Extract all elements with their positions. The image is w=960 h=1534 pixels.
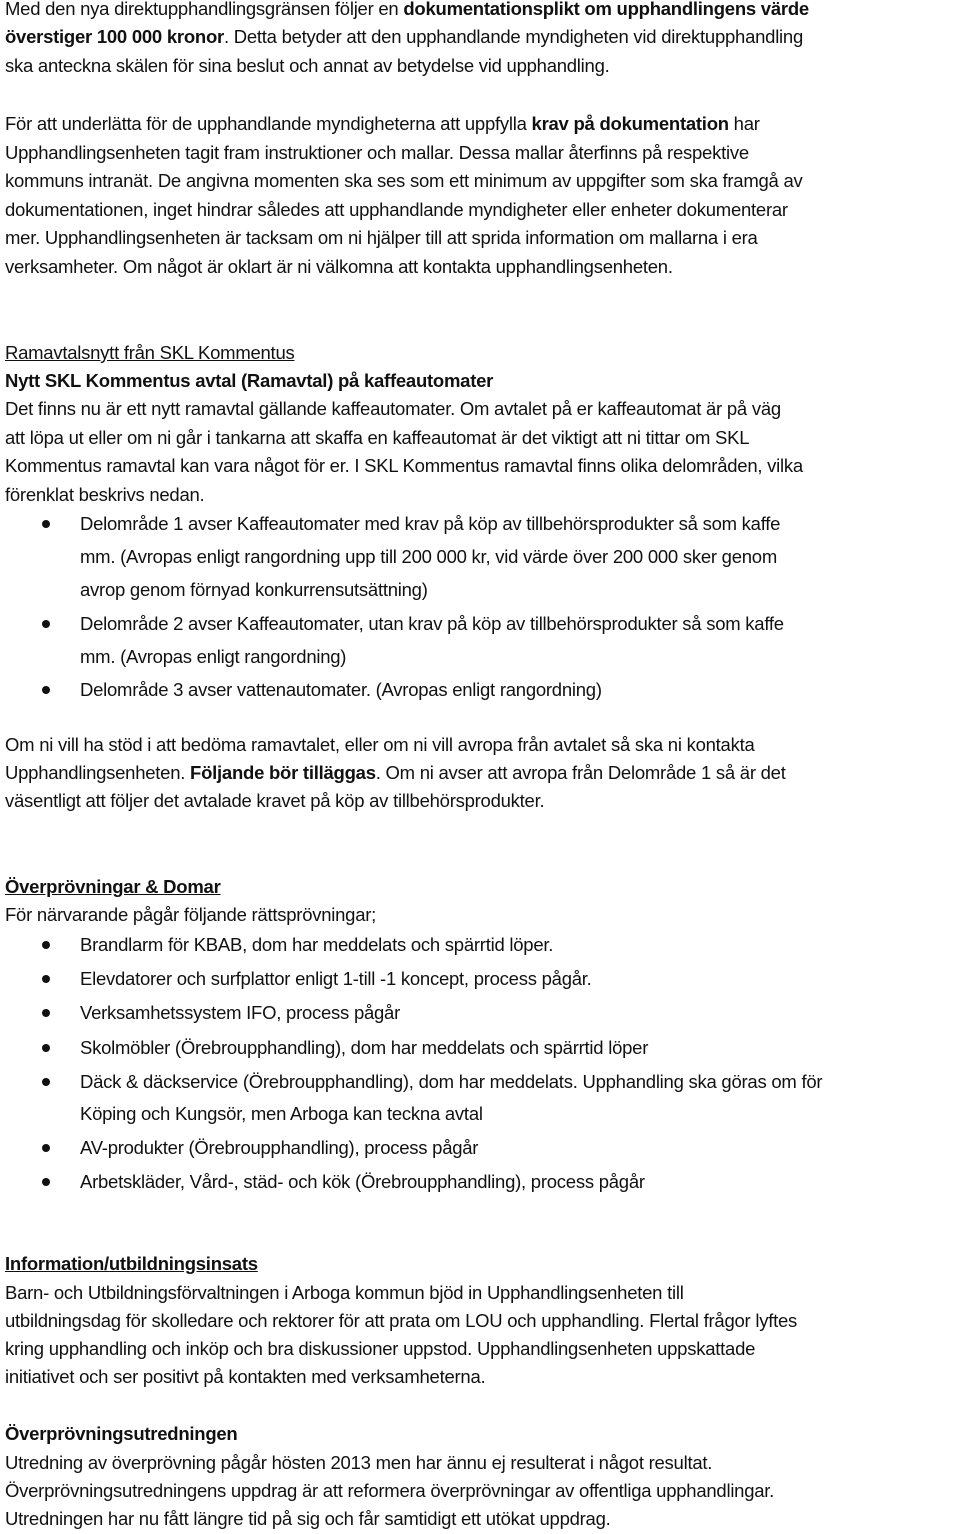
list-item: Delområde 2 avser Kaffeautomater, utan krav på köp av tillbehörsprodukter så som kaffe [80,613,784,634]
bullet-icon [42,1178,50,1186]
body-line: utbildningsdag för skolledare och rektorer för att prata om LOU och upphandling. Flertal frågor lyftes [5,1310,798,1331]
bullet-icon [42,520,50,528]
section-heading: Överprövningar & Domar [5,876,221,897]
list-item: Verksamhetssystem IFO, process pågår [80,1002,401,1023]
body-line: För närvarande pågår följande rättsprövningar; [5,904,377,925]
intro-line: överstiger 100 000 kronor. Detta betyder att den upphandlande myndigheten vid direktupphandling [5,26,803,47]
intro-line: mer. Upphandlingsenheten är tacksam om ni hjälper till att sprida information om mallarna i era [5,227,758,248]
body-line: kring upphandling och inköp och bra diskussioner uppstod. Upphandlingsenheten uppskattade [5,1338,756,1359]
bullet-icon [42,620,50,628]
intro-line: Upphandlingsenheten tagit fram instruktioner och mallar. Dessa mallar återfinns på respektive [5,142,749,163]
body-line: Det finns nu är ett nytt ramavtal gällande kaffeautomater. Om avtalet på er kaffeautomat är på väg [5,398,781,419]
bullet-icon [42,1009,50,1017]
list-item: AV-produkter (Örebroupphandling), process pågår [80,1137,479,1158]
list-item: avrop genom förnyad konkurrensutsättning) [80,579,428,600]
section-heading: Ramavtalsnytt från SKL Kommentus [5,342,295,363]
body-line: väsentligt att följer det avtalade kravet på köp av tillbehörsprodukter. [5,790,545,811]
body-line: förenklat beskrivs nedan. [5,484,205,505]
body-line: Barn- och Utbildningsförvaltningen i Arboga kommun bjöd in Upphandlingsenheten till [5,1282,684,1303]
section-subheading: Nytt SKL Kommentus avtal (Ramavtal) på kaffeautomater [5,370,494,391]
body-line: Överprövningsutredningens uppdrag är att reformera överprövningar av offentliga upphandlingar. [5,1480,775,1501]
bullet-icon [42,1078,50,1086]
body-line: Utredningen har nu fått längre tid på sig och får samtidigt ett utökat uppdrag. [5,1508,611,1529]
list-item: Delområde 1 avser Kaffeautomater med krav på köp av tillbehörsprodukter så som kaffe [80,513,781,534]
list-item: Däck & däckservice (Örebroupphandling), dom har meddelats. Upphandling ska göras om för [80,1071,823,1092]
intro-line: verksamheter. Om något är oklart är ni välkomna att kontakta upphandlingsenheten. [5,256,673,277]
list-item: mm. (Avropas enligt rangordning) [80,646,347,667]
list-item: Skolmöbler (Örebroupphandling), dom har meddelats och spärrtid löper [80,1037,649,1058]
intro-line: kommuns intranät. De angivna momenten ska ses som ett minimum av uppgifter som ska framgå av [5,170,803,191]
bullet-icon [42,1144,50,1152]
bullet-icon [42,1044,50,1052]
intro-line: För att underlätta för de upphandlande myndigheterna att uppfylla krav på dokumentation har [5,113,760,134]
intro-line: Med den nya direktupphandlingsgränsen följer en dokumentationsplikt om upphandlingens värde [5,0,809,19]
list-item: Delområde 3 avser vattenautomater. (Avropas enligt rangordning) [80,679,602,700]
list-item: Köping och Kungsör, men Arboga kan teckna avtal [80,1103,483,1124]
body-line: Utredning av överprövning pågår hösten 2013 men har ännu ej resulterat i något resultat. [5,1452,713,1473]
list-item: mm. (Avropas enligt rangordning upp till 200 000 kr, vid värde över 200 000 sker genom [80,546,777,567]
section-heading: Överprövningsutredningen [5,1423,238,1444]
body-line: Upphandlingsenheten. Följande bör tilläggas. Om ni avser att avropa från Delområde 1 så är det [5,762,786,783]
list-item: Brandlarm för KBAB, dom har meddelats och spärrtid löper. [80,934,554,955]
section-heading: Information/utbildningsinsats [5,1253,258,1274]
list-item: Elevdatorer och surfplattor enligt 1-till -1 koncept, process pågår. [80,968,592,989]
bullet-icon [42,975,50,983]
body-line: initiativet och ser positivt på kontakten med verksamheterna. [5,1366,486,1387]
body-line: Kommentus ramavtal kan vara något för er. I SKL Kommentus ramavtal finns olika delområden, vilka [5,455,803,476]
list-item: Arbetskläder, Vård-, städ- och kök (Örebroupphandling), process pågår [80,1171,645,1192]
body-line: Om ni vill ha stöd i att bedöma ramavtalet, eller om ni vill avropa från avtalet så ska ni kontakta [5,734,755,755]
bullet-icon [42,686,50,694]
bullet-icon [42,941,50,949]
intro-line: ska anteckna skälen för sina beslut och annat av betydelse vid upphandling. [5,55,610,76]
intro-line: dokumentationen, inget hindrar således att upphandlande myndigheter eller enheter dokumenterar [5,199,788,220]
body-line: att löpa ut eller om ni går i tankarna att skaffa en kaffeautomat är det viktigt att ni tittar om SKL [5,427,750,448]
